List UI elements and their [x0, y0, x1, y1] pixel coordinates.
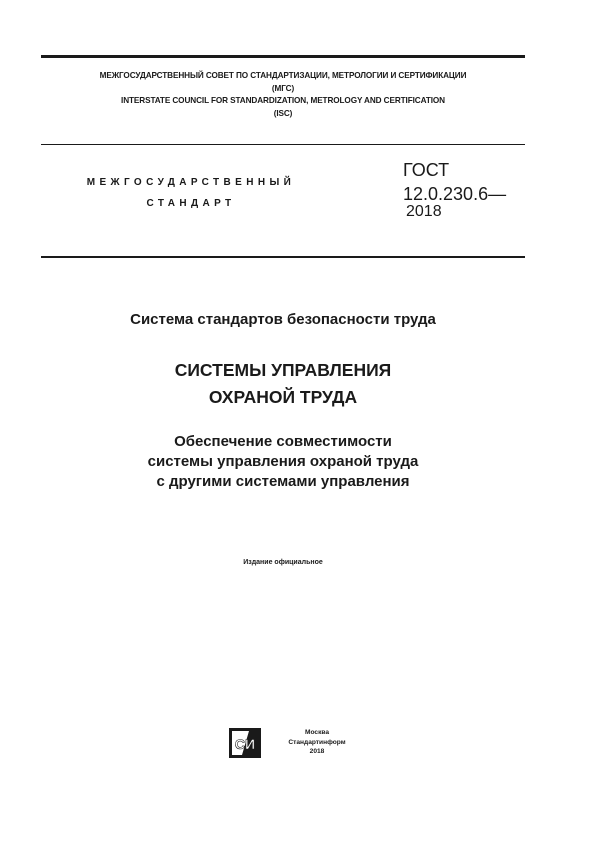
bottom-rule	[41, 256, 525, 258]
standard-kind-line1: МЕЖГОСУДАРСТВЕННЫЙ	[86, 177, 296, 188]
main-title-line2: ОХРАНОЙ ТРУДА	[208, 387, 358, 407]
subtitle-line1: Обеспечение совместимости	[174, 433, 392, 450]
series-title: Система стандартов безопасности труда	[130, 311, 436, 328]
logo-letters: СИ	[234, 736, 256, 752]
top-rule	[41, 55, 525, 58]
publisher-block	[270, 728, 364, 757]
designation-year: 2018	[406, 203, 442, 220]
designation-number: 12.0.230.6—	[403, 184, 507, 204]
subtitle	[41, 432, 525, 492]
council-name-en: INTERSTATE COUNCIL FOR STANDARDIZATION, METROLOGY AND CERTIFICATION	[121, 96, 445, 106]
edition-note: Издание официальное	[243, 559, 323, 566]
council-abbr-en: (ISC)	[273, 108, 293, 118]
subtitle-line3: с другими системами управления	[156, 473, 410, 490]
publisher-city: Москва	[304, 729, 330, 736]
main-title-line1: СИСТЕМЫ УПРАВЛЕНИЯ	[174, 360, 392, 380]
designation-prefix: ГОСТ	[403, 160, 450, 180]
middle-rule	[41, 144, 525, 145]
standard-designation	[403, 158, 528, 206]
main-title	[41, 357, 525, 411]
council-abbr-ru: (МГС)	[271, 83, 295, 93]
council-header	[41, 70, 525, 120]
subtitle-line2: системы управления охраной труда	[147, 453, 419, 470]
standard-kind	[78, 172, 304, 214]
standard-kind-line2: СТАНДАРТ	[146, 198, 236, 209]
council-name-ru: МЕЖГОСУДАРСТВЕННЫЙ СОВЕТ ПО СТАНДАРТИЗАЦИИ, МЕТРОЛОГИИ И СЕРТИФИКАЦИИ	[99, 71, 467, 80]
standartinform-logo-icon	[226, 727, 264, 759]
publisher-name: Стандартинформ	[288, 738, 346, 746]
publisher-year: 2018	[309, 748, 325, 755]
